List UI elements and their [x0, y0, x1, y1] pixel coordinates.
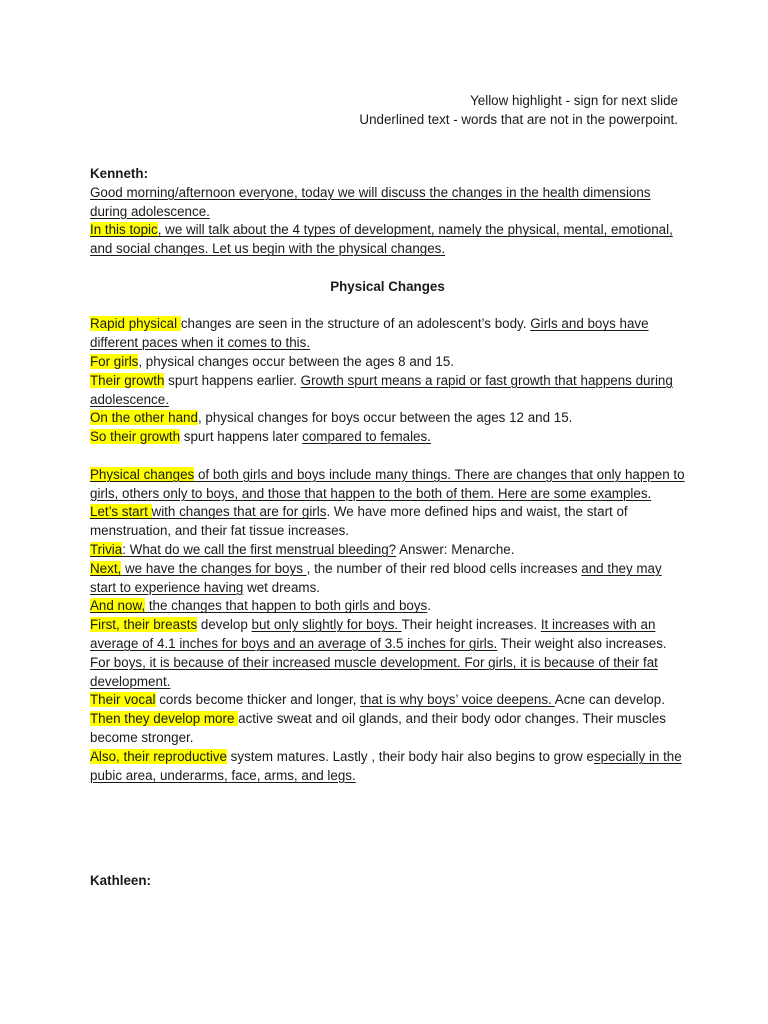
paragraph-boys	[90, 409, 685, 428]
underlined-text: For boys, it is because of their increased muscle development. For girls, it is because of their fat development.	[90, 654, 658, 689]
text-span: , physical changes for boys occur between the ages 12 and 15.	[197, 410, 573, 426]
paragraph-vocal-cords	[90, 691, 685, 710]
underlined-text: It increases with an average of 4.1 inches for boys and an average of 3.5 inches for girls.	[90, 617, 656, 651]
text-span: wet dreams.	[243, 579, 320, 595]
speaker-kathleen: Kathleen:	[90, 873, 152, 888]
text-span: spurt happens earlier.	[164, 372, 301, 388]
legend-highlight-note: Yellow highlight - sign for next slide	[470, 93, 678, 108]
paragraph-both-changes	[90, 597, 685, 616]
highlight-cue: Also, their reproductive	[90, 748, 227, 764]
text-span: Their height increases.	[401, 617, 541, 633]
highlight-cue: So their growth	[90, 429, 181, 445]
highlight-cue: Their vocal	[90, 692, 156, 708]
intro-paragraph-1	[90, 184, 685, 222]
paragraph-boys-changes	[90, 560, 685, 598]
text-span: Answer: Menarche.	[396, 541, 515, 557]
underlined-text: that is why boys’ voice deepens.	[360, 692, 555, 708]
highlight-cue: Then they develop more	[90, 711, 239, 727]
legend	[359, 91, 678, 129]
intro-greeting: Good morning/afternoon everyone, today we will discuss the changes in the health dimensions during adolescence.	[90, 184, 651, 219]
underlined-text: the changes that happen to both girls and boys	[145, 598, 428, 614]
text-span: , physical changes occur between the ages 8 and 15.	[138, 353, 454, 369]
underlined-text: Girls and boys have different paces when it comes to this.	[90, 316, 649, 351]
highlight-cue: For girls	[90, 353, 139, 369]
highlight-cue: Let’s start	[90, 504, 152, 520]
underlined-text: Growth spurt means a rapid or fast growth that happens during adolescence.	[90, 372, 673, 407]
highlight-cue: On the other hand	[90, 410, 198, 426]
text-span: develop	[197, 617, 252, 633]
underlined-text: of both girls and boys include many things. There are changes that only happen to girls, others only to boys, and those that happen to the both of them. Here are some examples.	[90, 466, 685, 501]
text-span: changes are seen in the structure of an adolescent’s body.	[180, 316, 531, 332]
highlight-cue: First, their breasts	[90, 617, 198, 633]
legend-underline-note: Underlined text - words that are not in the powerpoint.	[359, 112, 678, 127]
highlight-cue: And now,	[90, 598, 146, 614]
underlined-text: specially in the pubic area, underarms, face, arms, and legs.	[90, 748, 682, 783]
intro-paragraph-2	[90, 221, 685, 259]
highlight-cue: In this topic	[90, 222, 158, 238]
text-span: cords become thicker and longer,	[155, 692, 361, 708]
paragraph-trivia	[90, 541, 685, 560]
underlined-text: compared to females.	[302, 429, 431, 445]
paragraph-rapid-physical	[90, 315, 685, 353]
underlined-text: : What do we call the first menstrual bleeding?	[122, 541, 397, 557]
highlight-cue: Trivia	[90, 541, 123, 557]
paragraph-breasts-height-weight	[90, 616, 685, 691]
text-span: spurt happens later	[180, 429, 303, 445]
text-span: .	[427, 598, 431, 614]
text-span: Acne can develop.	[554, 692, 665, 708]
text-span: active sweat and oil glands, and their body odor changes. Their muscles become stronger.	[90, 711, 666, 745]
speaker-kenneth: Kenneth:	[90, 166, 149, 181]
underlined-text: with changes that are for girls	[151, 504, 327, 520]
paragraph-reproductive	[90, 748, 685, 786]
highlight-cue: Rapid physical	[90, 316, 181, 332]
highlight-cue: Physical changes	[90, 466, 195, 482]
underlined-text: but only slightly for boys.	[251, 617, 402, 633]
highlight-cue: Their growth	[90, 372, 165, 388]
text-span: Their weight also increases.	[497, 635, 667, 651]
paragraph-physical-changes	[90, 466, 685, 504]
text-span: , the number of their red blood cells increases	[306, 560, 582, 576]
underlined-text: we have the changes for boys	[121, 560, 307, 576]
text-span: . We have more defined hips and waist, the start of menstruation, and their fat tissue increases.	[90, 504, 628, 539]
paragraph-growth-spurt	[90, 372, 685, 410]
paragraph-glands	[90, 710, 685, 748]
underlined-text: and they may start to experience having	[90, 560, 662, 595]
paragraph-later-growth	[90, 428, 685, 447]
section-heading: Physical Changes	[330, 278, 445, 294]
text-span: system matures. Lastly , their body hair also begins to grow e	[226, 748, 594, 764]
intro-topic-text: , we will talk about the 4 types of development, namely the physical, mental, emotional, and social changes. Let us begin with the physical changes.	[90, 222, 673, 257]
script-body	[90, 165, 685, 785]
paragraph-girls-changes	[90, 503, 685, 541]
paragraph-for-girls	[90, 353, 685, 372]
highlight-cue: Next,	[90, 560, 122, 576]
